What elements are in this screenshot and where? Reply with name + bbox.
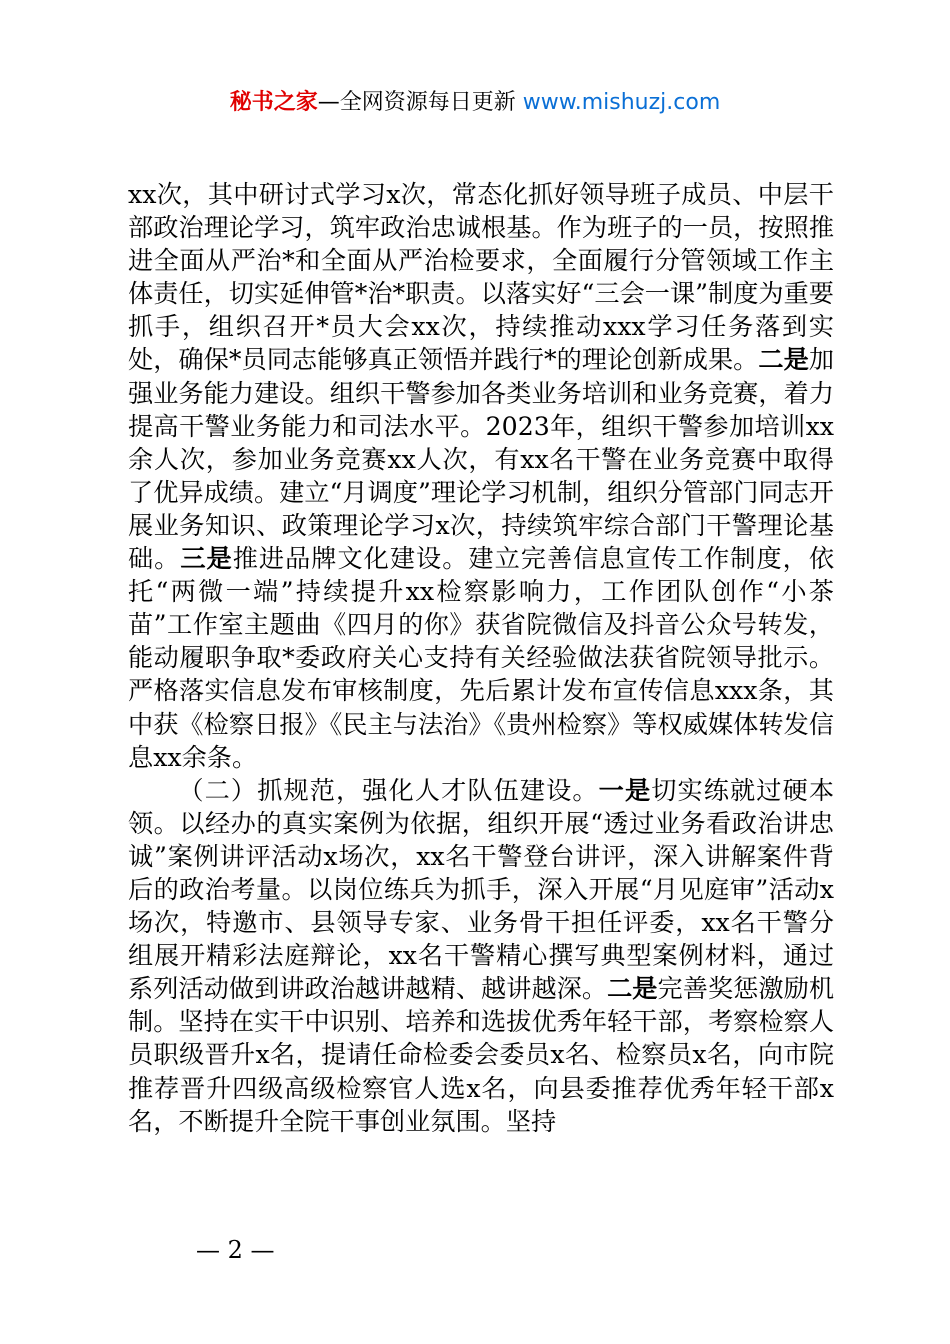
paragraph-1-text-1: xx次，其中研讨式学习x次，常态化抓好领导班子成员、中层干部政治理论学习，筑牢政治忠诚根基。作为班子的一员，按照推进全面从严治*和全面从严治检要求，全面履行分管领域工作主体责任，切实延伸管*治*职责。以落实好“三会一课”制度为重要抓手，组织召开*员大会xx次，持续推动xxx学习任务落到实处，确保*员同志能够真正领悟并践行*的理论创新成果。	[128, 180, 834, 375]
paragraph-2-text-2: 完善奖惩激励机制。坚持在实干中识别、培养和选拔优秀年轻干部，考察检察人员职级晋升x名，提请任命检委会委员x名、检察员x名，向市院推荐晋升四级高级检察官人选x名，向县委推荐优秀年轻干部x名，不断提升全院干事创业氛围。坚持	[128, 974, 835, 1136]
keyword-ershi: 二是	[607, 973, 658, 1004]
site-brand: 秘书之家	[229, 90, 318, 115]
paragraph-2	[128, 774, 834, 1138]
paragraph-1	[128, 178, 834, 774]
page-number: — 2 —	[196, 1236, 275, 1264]
paragraph-1-text-3: 推进品牌文化建设。建立完善信息宣传工作制度，依托“两微一端”持续提升xx检察影响力，工作团队创作“小茶苗”工作室主题曲《四月的你》获省院微信及抖音公众号转发，能动履职争取*委政府关心支持有关经验做法获省院领导批示。严格落实信息发布审核制度，先后累计发布宣传信息xxx条，其中获《检察日报》《民主与法治》《贵州检察》等权威媒体转发信息xx余条。	[128, 544, 835, 772]
page-header	[0, 86, 950, 120]
paragraph-2-text-1: 切实练就过硬本领。以经办的真实案例为依据，组织开展“透过业务看政治讲忠诚”案例讲评活动x场次，xx名干警登台讲评，深入讲解案件背后的政治考量。以岗位练兵为抓手，深入开展“月见庭审”活动x场次，特邀市、县领导专家、业务骨干担任评委，xx名干警分组展开精彩法庭辩论，xx名干警精心撰写典型案例材料，通过系列活动做到讲政治越讲越精、越讲越深。	[128, 775, 835, 1004]
paragraph-1-text-2: 加强业务能力建设。组织干警参加各类业务培训和业务竞赛，着力提高干警业务能力和司法水平。2023年，组织干警参加培训xx余人次，参加业务竞赛xx人次，有xx名干警在业务竞赛中取得了优异成绩。建立“月调度”理论学习机制，组织分管部门同志开展业务知识、政策理论学习x次，持续筑牢综合部门干警理论基础。	[128, 345, 835, 574]
keyword-yishi: 一是	[598, 774, 652, 805]
document-body	[128, 178, 834, 1138]
header-tagline: 全网资源每日更新	[339, 90, 523, 115]
keyword-sanshi: 三是	[180, 543, 233, 574]
header-url: www.mishuzj.com	[522, 90, 721, 115]
section-heading-2: （二）抓规范，强化人才队伍建设。	[178, 775, 599, 805]
header-dash: —	[317, 90, 340, 115]
keyword-erwei: 二是	[758, 344, 809, 375]
